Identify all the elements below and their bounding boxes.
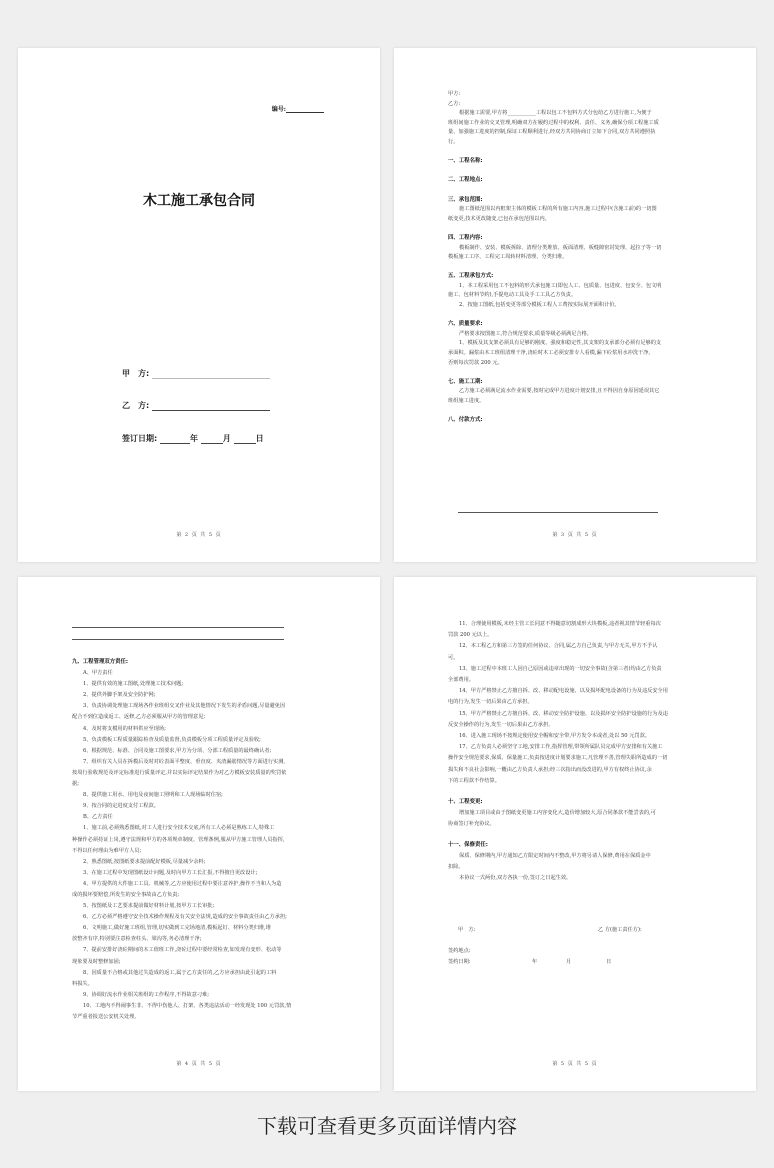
blank-line [72, 627, 284, 628]
contract-number-label: 编号: [271, 106, 286, 113]
contract-number [272, 104, 324, 113]
contract-page-5 [394, 577, 756, 1091]
spacer [448, 148, 706, 158]
section-heading: 十、工程变更: [448, 798, 483, 805]
paragraph-line: 据; [72, 781, 79, 788]
party-b-field [122, 400, 270, 411]
contract-page-cover [18, 48, 380, 562]
paragraph-line: 9、协调好流水作业相关班组的工作程序,不得故意刁难; [83, 991, 210, 998]
paragraph-line: 罚款 200 元以上。 [448, 632, 493, 639]
paragraph-line: 料损失。 [72, 980, 93, 987]
contract-title: 木工施工承包合同 [143, 193, 255, 209]
paragraph-line: A、甲方责任 [83, 670, 113, 677]
paragraph-line: 10、工地内不得闹事生非、不得中伤他人、打架、各类违法活动一经发现处 100 元罚款,情 [83, 1002, 292, 1009]
paragraph-line: 11、合理使用模板,未经主管工长同意不得随意切割成形大块模板,违者视其情节轻重每次 [459, 621, 661, 627]
paragraph-line: 行。 [448, 138, 459, 145]
paragraph-line: 反安全操作的行为,发生一切后果由乙方承担。 [448, 721, 554, 728]
paragraph-line: 3、在施工过程中发现图纸设计问题,及时向甲方工长汇报,不得擅自更改设计; [83, 869, 258, 876]
paragraph-line: 7、组织有关人员在拆模后及时对砼表面平整度、垂直度、夹渣漏筋情况等方面进行实测, [83, 758, 286, 765]
section-heading: 七、施工工期: [448, 378, 483, 385]
signature-block [448, 925, 706, 968]
paragraph-line: 下的工程款不作结算。 [448, 777, 500, 784]
page-footer: 第 5 页 共 5 页 [552, 1061, 598, 1067]
paragraph-line: 损失和不良社会影响,一概由乙方负责人承担;经三次指出而没改进的,甲方有权终止协议,余 [448, 766, 652, 773]
paragraph-line: 保质、保修期内,甲方通知乙方限定时间内不整改,甲方将另请人保修,费用在保质金中 [459, 853, 651, 860]
paragraph-line: 4、及时将支模用的材料供应至现场; [83, 725, 166, 732]
paragraph-line: 班组间施工作业的交叉管理,明确双方在履约过程中的权利、责任、义务,确保分项工程施工质 [448, 119, 659, 126]
paragraph-line: 电的行为,发生一切后果由乙方承担。 [448, 699, 533, 706]
paragraph-line: 5、负责模板工程质量跟踪检查及质量监督,负责模板分项工程质量评定及验收; [83, 736, 261, 743]
paragraph-line: 6、乙方必须严格遵守安全技术操作规程及有关安全法规,造成的安全事故责任由乙方承担; [83, 914, 287, 921]
section-heading: 五、工程承包方式: [448, 273, 494, 280]
party-a-field [122, 368, 270, 379]
section-heading: 一、工程名称: [448, 158, 483, 165]
paragraph-line: 班组施工进度。 [448, 398, 485, 404]
spacer [448, 311, 706, 321]
party-b-line [152, 402, 270, 411]
contract-number-line [286, 107, 324, 113]
paragraph-line: 协商签订补充协议。 [448, 821, 495, 828]
spacer [448, 224, 706, 234]
paragraph-line: 配合不到位造成返工、返修,乙方必须服从甲方的管理意见; [72, 714, 206, 721]
spacer [448, 787, 706, 797]
paragraph-line: 6、根据规范、标准、合同及施工图要求,甲方为分项、分部工程质量的最终确认者; [83, 747, 272, 754]
paragraph-line: 2、熟悉图纸,按图纸要求提前配好模板,尽量减少余料; [83, 858, 206, 865]
sign-year: 年 [532, 958, 538, 965]
paragraph-line: 施工图纸范围以内框架主体的模板工程的所有施工内容,施工过程中(含施工前)的一切图 [459, 206, 657, 213]
year-line [160, 435, 190, 444]
paragraph-line: 增加施工项目或由于图纸变更施工内容变化大,造价增加较大,原合同条款不能尝表的,可 [459, 809, 656, 816]
sign-party-a: 甲 方: [458, 927, 476, 933]
spacer [448, 167, 706, 177]
section-heading: 八、付款方式: [448, 417, 483, 424]
sign-month: 月 [566, 958, 572, 965]
paragraph-line: 施工、包材料节约),手提电动工具及手工工具乙方负责。 [448, 292, 577, 299]
payment-line [458, 512, 658, 513]
paragraph-line: 操作安全规范要求,保质、保量施工,负责按进度计划要求施工,凡管理不善,管理失职所造成的一切 [448, 755, 668, 762]
paragraph-line: 严格要求按图施工,符合规范要求,质量等级必须满足合格。 [459, 330, 592, 337]
paragraph-line: 1、提供有效的施工图纸,处理施工技术问题; [83, 681, 184, 688]
year-label: 年 [190, 434, 198, 443]
paragraph-line: 16、进入施工现场不按规定使用安全帽和安全带,甲方发令本或者,处以 50 元罚款。 [459, 733, 650, 740]
contract-page-3 [394, 48, 756, 562]
paragraph-line: 8、因质量不合格或其他过失造成的返工,属于乙方责任的,乙方应承担由此引起的工料 [83, 969, 277, 976]
paragraph-line: 乙方: [448, 100, 461, 107]
section-heading: 九、工程管理双方责任: [72, 659, 129, 665]
paragraph-line: 2、提供外脚手架及安全防护网; [83, 692, 156, 699]
paragraph-line: 12、本工程乙方和第三方签的任何协议、合同,属乙方自己负责,与甲方无关,甲方不予认 [459, 643, 658, 650]
paragraph-line: 1、模板及其支架必须具有足够的刚度、强度和稳定性,其支架的支承部分必须有足够的支 [459, 340, 662, 347]
paragraph-line: 15、甲方严格禁止乙方擅自拆、改、移动安全防护设施、以及损坏安全防护设施的行为及违 [459, 710, 668, 717]
page-footer: 第 2 页 共 5 页 [176, 532, 222, 538]
sign-location: 签约地点: [448, 947, 471, 954]
paragraph-line: 甲方: [448, 91, 461, 97]
paragraph-line: 否则每次罚款 200 元。 [448, 359, 503, 366]
paragraph-line: 13、施工过程中本班工人因自己原因或违章出现的一切安全事故(含第三者)均由乙方负责 [459, 665, 662, 672]
sign-date-label: 签订日期: [122, 434, 158, 443]
paragraph-line: 2、按施工图纸,包括变更等部分模板工程人工费按实际展开面积计价。 [459, 302, 620, 309]
section-heading: 三、承包范围: [448, 196, 483, 203]
spacer [448, 830, 706, 840]
page-footer: 第 3 页 共 5 页 [552, 532, 598, 538]
paragraph-line: 7、提前安排好浇砼期间的木工值班工作,浇砼过程中要经常检查,如发现有变形、松动等 [83, 947, 282, 954]
section-heading: 二、工程地点: [448, 177, 483, 184]
party-b-label: 乙 方: [122, 401, 150, 410]
sign-day: 日 [606, 958, 612, 965]
spacer [448, 368, 706, 378]
paragraph-line: 全部费用。 [448, 677, 474, 684]
paragraph-line: 量、加强施工进度的控制,保证工程顺利进行,经双方共同协商订立如下合同,双方共同遵照执 [448, 129, 656, 136]
download-caption: 下载可查看更多页面详情内容 [257, 1114, 517, 1138]
spacer [448, 407, 706, 417]
paragraph-line: B、乙方责任 [83, 814, 113, 821]
paragraph-line: 8、提供施工用水、用电及夜间施工照明和工人现场临时住宿; [83, 792, 223, 799]
paragraph-line: 9、按合同的定进度支付工程款。 [83, 803, 159, 810]
paragraph-line: 放整齐有序,特别要注意检查柱头、梁沟等,务必清理干净; [72, 936, 202, 943]
paragraph-line: 3、负责协调处理施工现场各作业班组交叉作业及其他情况下发生的矛盾问题,尽量避免因 [83, 703, 286, 710]
paragraph-line: 乙方施工必须满足流水作业需要,按时完成甲方进度计划安排,且不得因自身原因延误其它 [459, 388, 660, 395]
paragraph-line: 17、乙方负责人必须坚守工地,安排工作,指挥管理,带领所属队员完成甲方安排和有关施工 [459, 744, 663, 751]
spacer [448, 263, 706, 273]
sign-date-field [122, 433, 264, 444]
blank-line [72, 639, 284, 640]
paragraph-line: 纸变更,技术更改随变,已包在承包范围以内。 [448, 215, 550, 222]
paragraph-line: 6、文明施工,做好施工班组,管理,切实做到工完场地清,模板起钉、材料分类归堆,堆 [83, 925, 271, 932]
paragraph-line: 承面积。漏浆由木工班组清理干净,浇砼时木工必须安排专人看模,漏下砼浆用水冲洗干净, [448, 350, 651, 357]
paragraph-line: 节严重者报送公安机关处理。 [72, 1014, 140, 1020]
day-label: 日 [255, 434, 264, 443]
section-heading: 六、质量要求: [448, 321, 483, 328]
paragraph-line: 模板制作、安装、模板拆除、清理分类堆放、板面清理、板缝隙密封处理、起拉子等一切 [459, 244, 662, 251]
party-a-line [152, 370, 270, 379]
paragraph-line: 现象要及时整修加固; [72, 958, 121, 965]
paragraph-line: 1、本工程采用包工不包料的形式承包施工(即包人工、包质量、包进度、包安全、包文明 [459, 282, 662, 289]
paragraph-line: 可。 [448, 654, 459, 661]
sign-date: 签约日期: [448, 958, 471, 965]
paragraph-line: 不得以任何理由为难甲方人员; [72, 847, 142, 854]
sign-party-b: 乙 方(施工责任方): [598, 927, 642, 933]
month-label: 月 [222, 434, 231, 443]
paragraph-line: 按周行验收规范及评定标准进行质量评定,并以实际评定结果作为对乙方模板安装质量的奖罚依 [72, 769, 287, 776]
paragraph-line: 根据施工需要,甲方将___________工程以包工不包料方式分包给乙方进行施工,为便于 [459, 110, 652, 117]
party-a-label: 甲 方: [122, 369, 150, 378]
spacer [448, 186, 706, 196]
paragraph-line: 本协议一式两份,双方各执一份,签订之日起生效。 [459, 875, 572, 882]
section-heading: 十一、保修责任: [448, 841, 488, 848]
paragraph-line: 成的损坏要赔偿,所发生的安全事故由乙方负责; [72, 891, 180, 898]
page-text [448, 90, 706, 426]
paragraph-line: 种操作必须持证上岗,遵守法规和甲方的各项规章制度、管理条例,服从甲方施工管理人员指挥, [72, 836, 285, 843]
paragraph-line: 1、施工前,必须熟悉图纸,对工人进行安全技术交底,所有工人必须是熟练工人,特殊工 [83, 825, 275, 832]
contract-page-4 [18, 577, 380, 1091]
month-line [201, 435, 223, 444]
section-heading: 四、工程内容: [448, 234, 483, 241]
page-text [448, 619, 706, 885]
paragraph-line: 扣除。 [448, 864, 464, 871]
page-text [72, 657, 330, 1023]
paragraph-line: 5、按图纸及工艺要求提前做好材料计划,按甲方工长审批; [83, 903, 215, 910]
paragraph-line: 4、甲方提供的大件施工工具、机械等,乙方应使用过程中要注意养护,操作不当和人为造 [83, 880, 282, 887]
paragraph-line: 14、甲方严格禁止乙方擅自拆、改、移动配电设施、以及损坏配电设备的行为及违反安全用 [459, 688, 668, 695]
day-line [234, 435, 256, 444]
page-footer: 第 4 页 共 5 页 [176, 1061, 222, 1067]
paragraph-line: 模板施工工序、工程完工周转材料清理、分类归堆。 [448, 254, 568, 261]
